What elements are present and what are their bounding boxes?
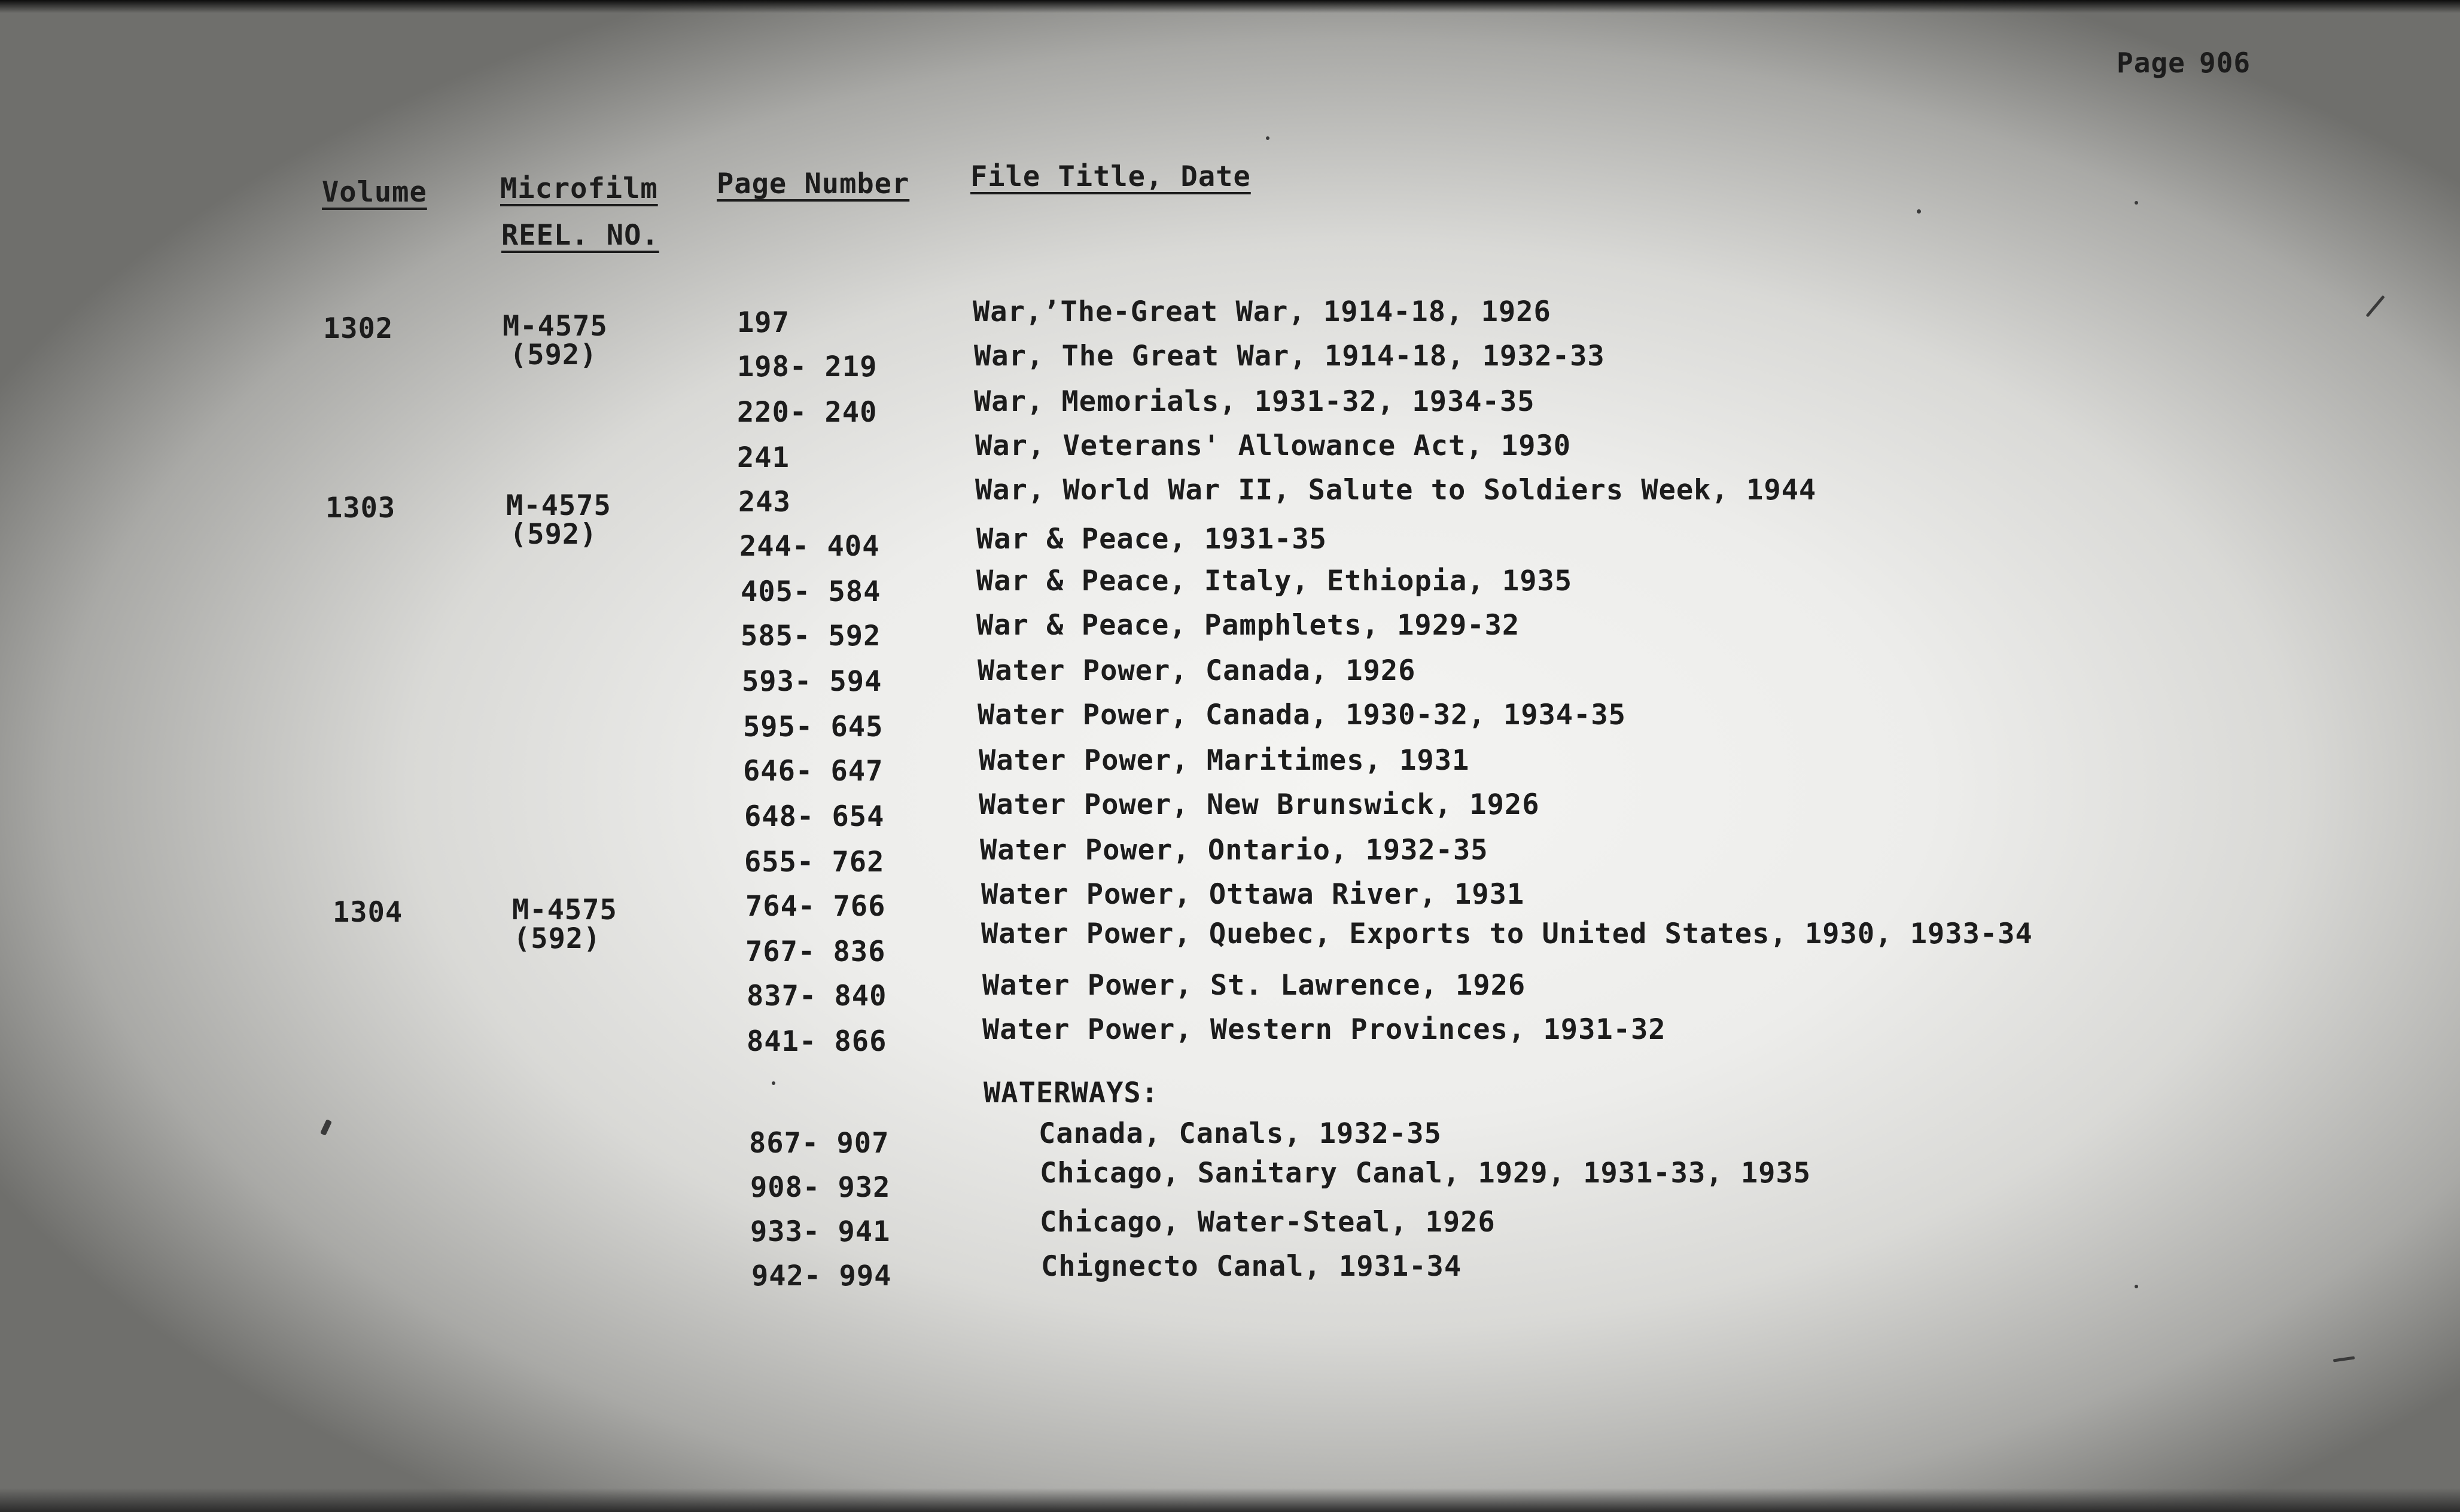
entry-title: Water Power, Quebec, Exports to United States, 1930, 1933-34 xyxy=(981,917,2033,950)
reel-number: M-4575 xyxy=(506,489,611,522)
entry-title: Water Power, New Brunswick, 1926 xyxy=(979,788,1540,821)
header-volume: Volume xyxy=(322,176,427,209)
entry-pages: 243 xyxy=(738,486,791,519)
volume-number: 1304 xyxy=(333,896,403,929)
volume-number: 1303 xyxy=(325,492,396,525)
entry-pages: 220- 240 xyxy=(737,396,878,429)
waterway-pages: 908- 932 xyxy=(750,1171,891,1204)
header-page-number: Page Number xyxy=(717,167,910,200)
entry-title: War & Peace, Pamphlets, 1929-32 xyxy=(976,609,1520,642)
entry-title: War, The Great War, 1914-18, 1932-33 xyxy=(974,340,1605,373)
entry-pages: 767- 836 xyxy=(745,935,886,968)
entry-title: War, Memorials, 1931-32, 1934-35 xyxy=(974,385,1535,418)
section-heading-waterways: WATERWAYS: xyxy=(984,1077,1159,1109)
entry-pages: 764- 766 xyxy=(745,890,886,923)
entry-title: Water Power, Ottawa River, 1931 xyxy=(981,878,1525,911)
waterway-title: Chicago, Water-Steal, 1926 xyxy=(1040,1206,1496,1239)
waterway-title: Chicago, Sanitary Canal, 1929, 1931-33, 1935 xyxy=(1040,1157,1811,1190)
scan-mark xyxy=(2135,201,2138,205)
entry-pages: 585- 592 xyxy=(741,620,881,653)
entry-pages: 241 xyxy=(737,441,790,474)
entry-title: War & Peace, Italy, Ethiopia, 1935 xyxy=(976,565,1573,598)
waterway-title: Chignecto Canal, 1931-34 xyxy=(1041,1250,1462,1283)
entry-title: Water Power, Western Provinces, 1931-32 xyxy=(982,1013,1666,1046)
scan-mark xyxy=(320,1119,332,1136)
volume-number: 1302 xyxy=(323,312,394,345)
scan-mark xyxy=(772,1081,775,1085)
entry-title: Water Power, Canada, 1930-32, 1934-35 xyxy=(978,699,1626,731)
entry-title: War & Peace, 1931-35 xyxy=(976,523,1327,556)
entry-title: War, Veterans' Allowance Act, 1930 xyxy=(975,429,1572,462)
header-file-title: File Title, Date xyxy=(970,160,1251,193)
reel-number: M-4575 xyxy=(503,310,608,343)
entry-pages: 244- 404 xyxy=(739,530,880,563)
entry-pages: 593- 594 xyxy=(742,665,882,698)
film-edge-top xyxy=(0,0,2460,13)
film-edge-bottom xyxy=(0,1488,2460,1512)
scan-mark xyxy=(1266,136,1269,140)
waterway-pages: 933- 941 xyxy=(750,1215,891,1248)
reel-sub: (592) xyxy=(510,339,598,371)
entry-pages: 198- 219 xyxy=(737,350,878,383)
scan-mark xyxy=(1917,209,1921,214)
waterway-pages: 867- 907 xyxy=(749,1127,890,1160)
reel-sub: (592) xyxy=(513,922,601,955)
header-microfilm: Microfilm xyxy=(500,172,658,205)
entry-title: Water Power, Ontario, 1932-35 xyxy=(980,834,1488,867)
entry-pages: 655- 762 xyxy=(744,846,885,879)
scan-mark xyxy=(2333,1356,2355,1362)
waterway-title: Canada, Canals, 1932-35 xyxy=(1039,1117,1442,1150)
scan-mark xyxy=(2365,295,2385,318)
entry-title: Water Power, Maritimes, 1931 xyxy=(979,744,1470,777)
entry-pages: 197 xyxy=(737,306,790,339)
entry-title: War,’The-Great War, 1914-18, 1926 xyxy=(973,295,1551,328)
entry-pages: 405- 584 xyxy=(741,575,881,608)
entry-title: Water Power, Canada, 1926 xyxy=(978,654,1416,687)
entry-pages: 841- 866 xyxy=(747,1025,887,1058)
entry-pages: 646- 647 xyxy=(743,755,884,788)
entry-title: Water Power, St. Lawrence, 1926 xyxy=(982,969,1526,1002)
scan-mark xyxy=(2135,1285,2138,1288)
entry-pages: 837- 840 xyxy=(747,980,887,1013)
page-label: Page xyxy=(2117,47,2185,79)
waterway-pages: 942- 994 xyxy=(751,1260,892,1292)
header-reel-no: REEL. NO. xyxy=(501,219,659,252)
entry-title: War, World War II, Salute to Soldiers Week, 1944 xyxy=(975,474,1817,507)
entry-pages: 595- 645 xyxy=(743,711,884,743)
reel-number: M-4575 xyxy=(512,894,617,926)
entry-pages: 648- 654 xyxy=(744,800,885,833)
page-number: 906 xyxy=(2199,47,2251,79)
reel-sub: (592) xyxy=(510,518,598,551)
